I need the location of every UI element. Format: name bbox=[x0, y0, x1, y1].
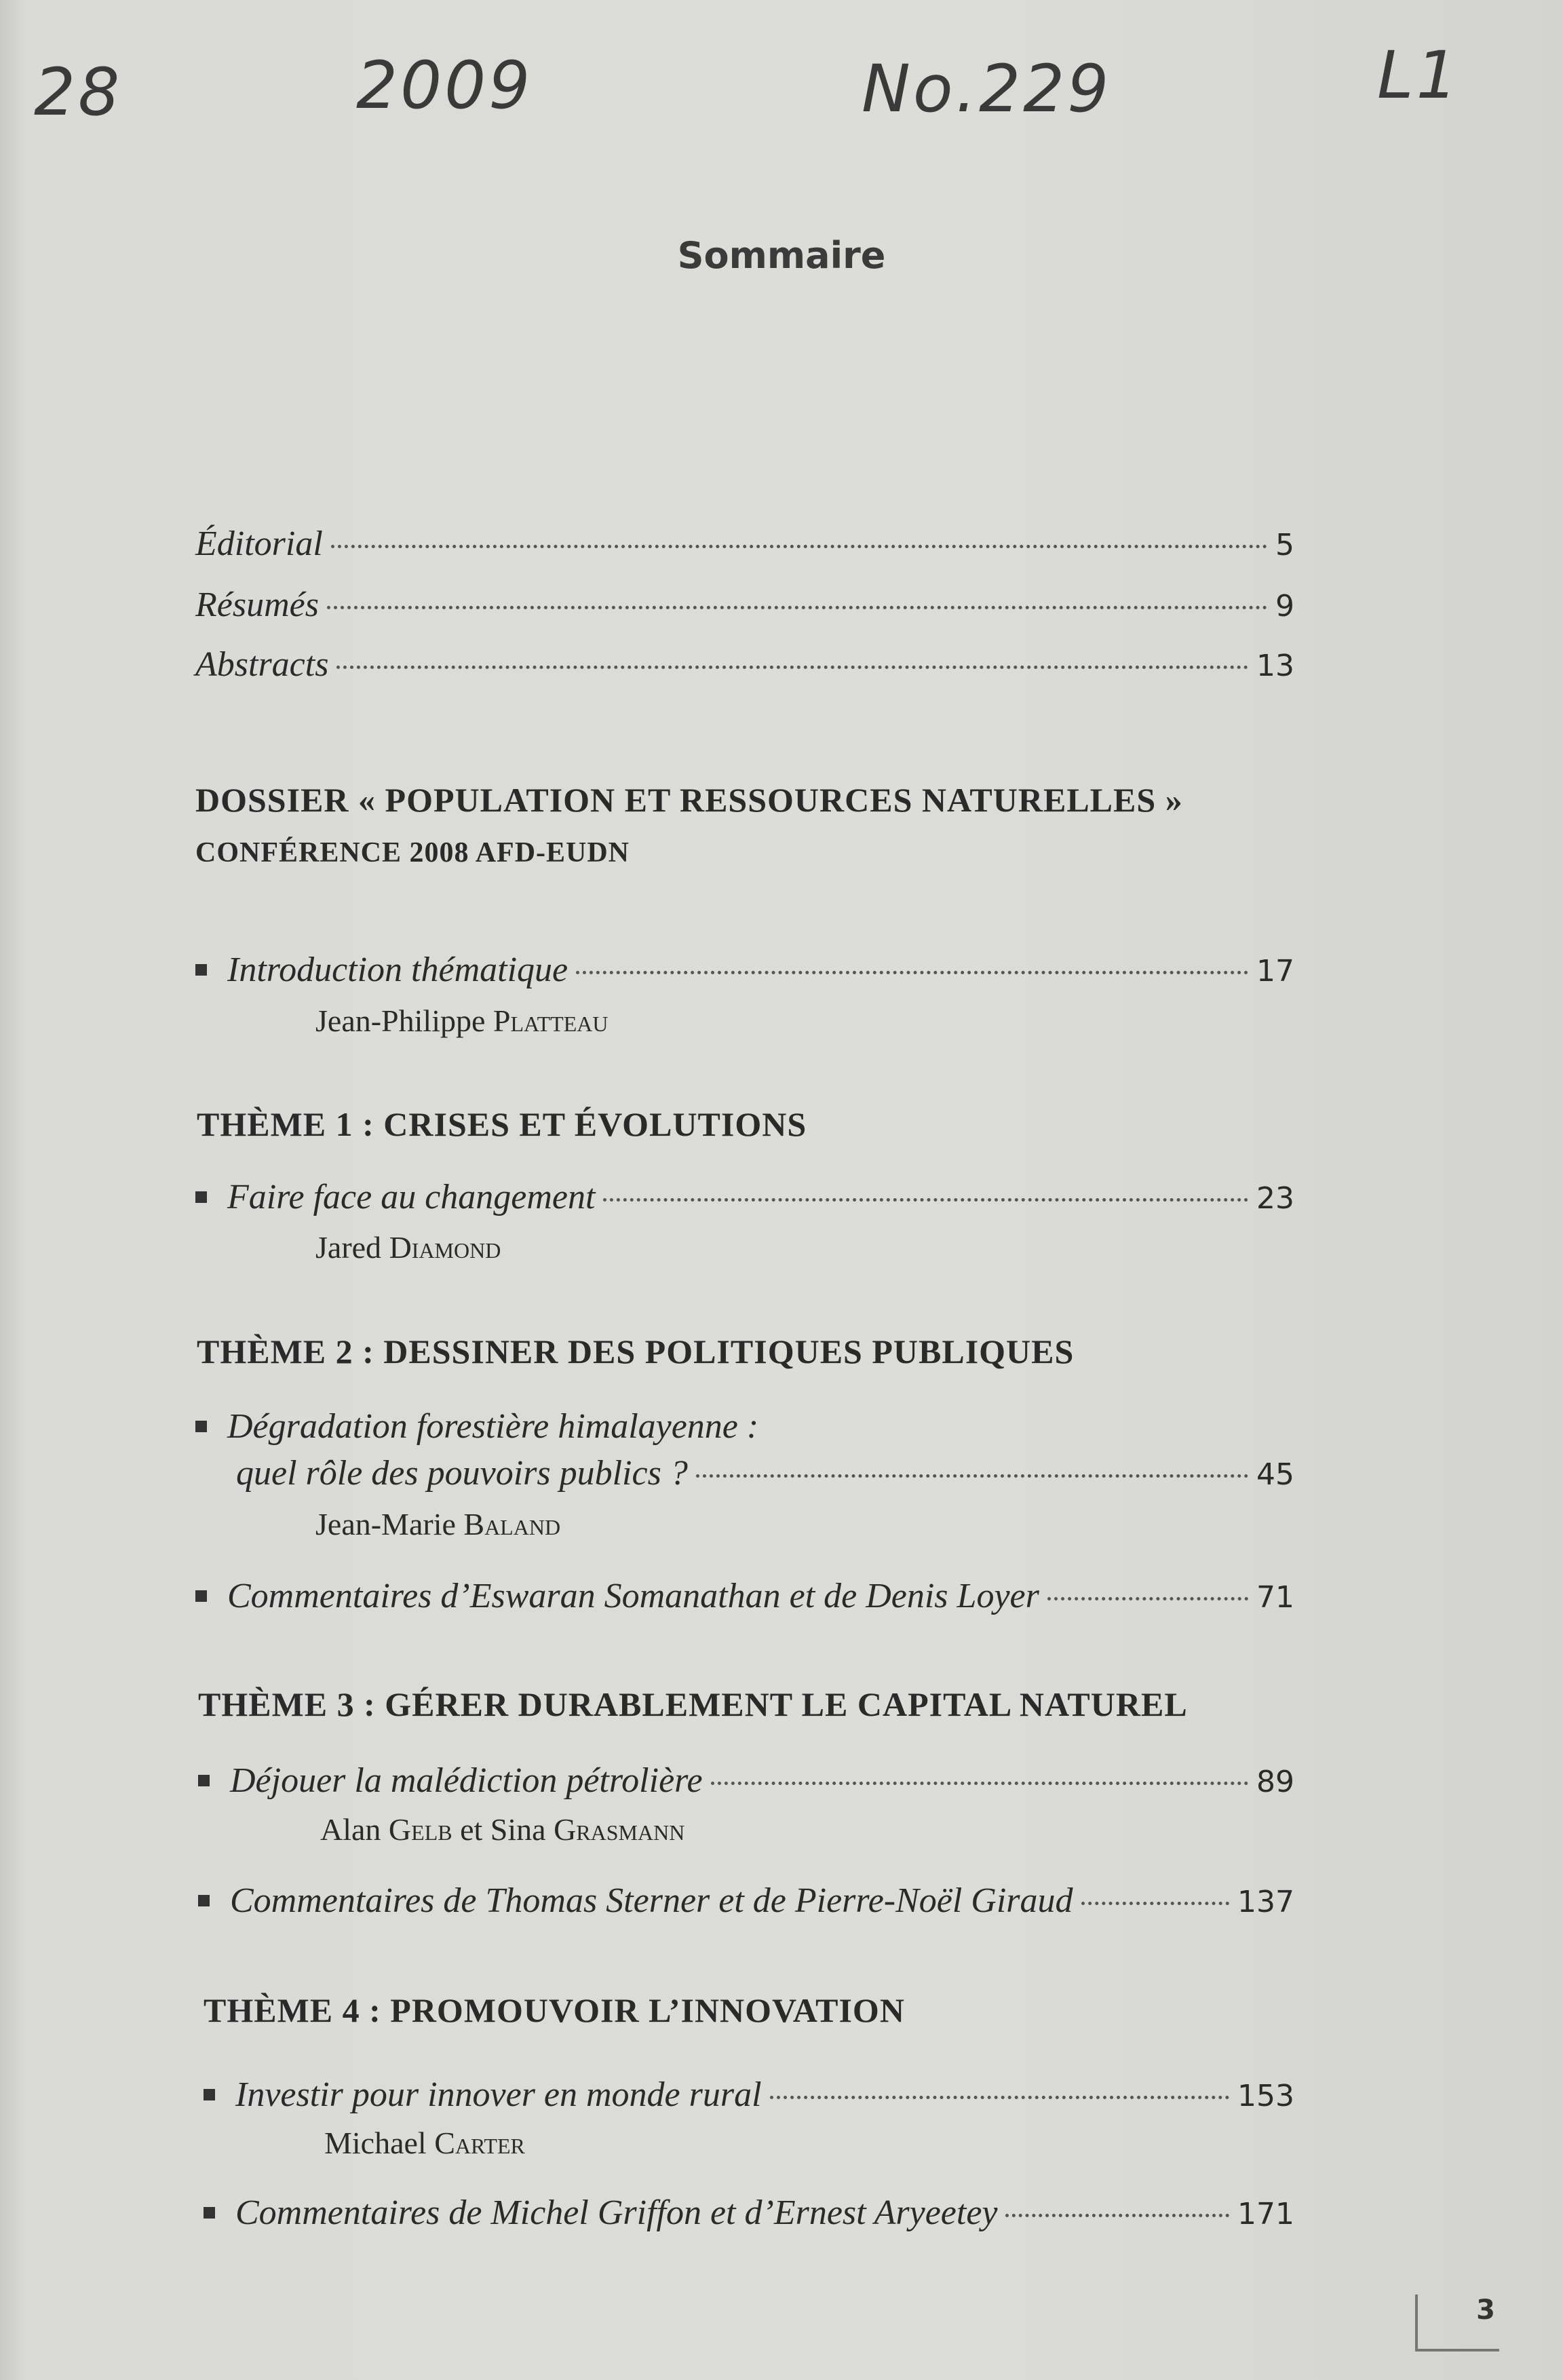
toc-label: Introduction thématique bbox=[227, 951, 568, 989]
author-name bbox=[315, 1003, 608, 1039]
author-last-name: Baland bbox=[463, 1507, 561, 1541]
bullet-icon bbox=[195, 964, 207, 976]
bullet-icon bbox=[195, 1590, 207, 1602]
author-last-name: Grasmann bbox=[554, 1812, 685, 1847]
toc-page-number: 9 bbox=[1275, 589, 1294, 623]
theme-3-heading: THÈME 3 : GÉRER DURABLEMENT LE CAPITAL NATUREL bbox=[198, 1685, 1188, 1723]
toc-entry-commentaires-sterner[interactable] bbox=[198, 1881, 1294, 1921]
toc-page-number: 89 bbox=[1256, 1765, 1294, 1799]
author-last-name: Diamond bbox=[389, 1230, 501, 1265]
bullet-icon bbox=[204, 2207, 215, 2219]
toc-page-number: 137 bbox=[1237, 1885, 1294, 1919]
toc-page-number: 71 bbox=[1256, 1580, 1294, 1615]
toc-page-number: 153 bbox=[1237, 2079, 1294, 2113]
handwritten-note-1: 28 bbox=[34, 54, 123, 130]
toc-label: Résumés bbox=[195, 586, 319, 624]
dossier-heading: DOSSIER « POPULATION ET RESSOURCES NATURELLES » bbox=[195, 781, 1183, 819]
toc-label: Éditorial bbox=[195, 524, 323, 563]
toc-label: Commentaires de Thomas Sterner et de Pierre-Noël Giraud bbox=[230, 1881, 1073, 1920]
toc-label: Dégradation forestière himalayenne : bbox=[227, 1407, 759, 1446]
toc-label: quel rôle des pouvoirs publics ? bbox=[236, 1454, 688, 1493]
toc-label: Faire face au changement bbox=[227, 1178, 596, 1216]
bullet-icon bbox=[198, 1775, 210, 1786]
toc-entry-investir[interactable] bbox=[204, 2075, 1294, 2115]
toc-page-number: 17 bbox=[1256, 954, 1294, 989]
toc-entry-commentaires-somanathan[interactable] bbox=[195, 1576, 1294, 1616]
toc-entry-introduction[interactable] bbox=[195, 950, 1294, 990]
author-name bbox=[315, 1229, 501, 1265]
page-number-box bbox=[1415, 2295, 1499, 2352]
author-name bbox=[320, 1811, 684, 1847]
toc-entry-abstracts[interactable] bbox=[195, 645, 1294, 685]
toc-page-number: 45 bbox=[1256, 1457, 1294, 1492]
toc-page-number: 23 bbox=[1256, 1181, 1294, 1216]
toc-page-number: 13 bbox=[1256, 649, 1294, 683]
toc-entry-editorial[interactable] bbox=[195, 524, 1294, 564]
leader-dots bbox=[576, 971, 1248, 974]
toc-entry-faire-face[interactable] bbox=[195, 1177, 1294, 1217]
author-last-name: Carter bbox=[434, 2126, 525, 2160]
toc-label: Déjouer la malédiction pétrolière bbox=[230, 1761, 703, 1800]
author-first-name: Alan bbox=[320, 1812, 389, 1847]
toc-page-number: 5 bbox=[1275, 528, 1294, 562]
theme-1-heading: THÈME 1 : CRISES ET ÉVOLUTIONS bbox=[197, 1105, 807, 1143]
author-first-name: Jean-Philippe bbox=[315, 1003, 493, 1038]
handwritten-note-4: L1 bbox=[1377, 37, 1461, 113]
leader-dots bbox=[711, 1782, 1248, 1785]
page-number: 3 bbox=[1476, 2295, 1495, 2326]
toc-label: Abstracts bbox=[195, 645, 329, 684]
bullet-icon bbox=[204, 2089, 215, 2100]
leader-dots bbox=[1081, 1902, 1229, 1905]
toc-label: Commentaires de Michel Griffon et d’Ernest Aryeetey bbox=[235, 2193, 998, 2232]
toc-label: Investir pour innover en monde rural bbox=[235, 2075, 762, 2114]
bullet-icon bbox=[195, 1191, 207, 1203]
handwritten-note-2: 2009 bbox=[356, 47, 533, 123]
author-first-name: Michael bbox=[324, 2126, 435, 2160]
author-join: et Sina bbox=[452, 1812, 554, 1847]
leader-dots bbox=[1047, 1597, 1248, 1600]
author-first-name: Jared bbox=[315, 1230, 389, 1265]
toc-page-number: 171 bbox=[1237, 2197, 1294, 2231]
theme-4-heading: THÈME 4 : PROMOUVOIR L’INNOVATION bbox=[204, 1991, 905, 2029]
bullet-icon bbox=[198, 1895, 210, 1906]
leader-dots bbox=[1005, 2214, 1229, 2217]
toc-entry-degradation-line2[interactable] bbox=[236, 1453, 1294, 1493]
handwritten-note-3: No.229 bbox=[862, 51, 1112, 127]
leader-dots bbox=[327, 606, 1267, 609]
author-last-name: Gelb bbox=[388, 1812, 452, 1847]
author-name bbox=[315, 1506, 560, 1542]
leader-dots bbox=[603, 1198, 1248, 1202]
bullet-icon bbox=[195, 1421, 207, 1432]
toc-entry-dejouer[interactable] bbox=[198, 1761, 1294, 1801]
author-name bbox=[324, 2125, 525, 2161]
author-last-name: Platteau bbox=[493, 1003, 609, 1038]
leader-dots bbox=[696, 1474, 1248, 1478]
leader-dots bbox=[336, 666, 1248, 669]
theme-2-heading: THÈME 2 : DESSINER DES POLITIQUES PUBLIQUES bbox=[197, 1332, 1075, 1370]
page-title: Sommaire bbox=[677, 234, 886, 277]
leader-dots bbox=[770, 2096, 1229, 2099]
leader-dots bbox=[331, 545, 1267, 548]
toc-entry-commentaires-griffon[interactable] bbox=[204, 2193, 1294, 2233]
toc-label: Commentaires d’Eswaran Somanathan et de Denis Loyer bbox=[227, 1577, 1039, 1615]
author-first-name: Jean-Marie bbox=[315, 1507, 464, 1541]
toc-entry-degradation-line1[interactable] bbox=[195, 1406, 1294, 1446]
toc-entry-resumes[interactable] bbox=[195, 585, 1294, 625]
dossier-subheading: CONFÉRENCE 2008 AFD-EUDN bbox=[195, 837, 630, 868]
